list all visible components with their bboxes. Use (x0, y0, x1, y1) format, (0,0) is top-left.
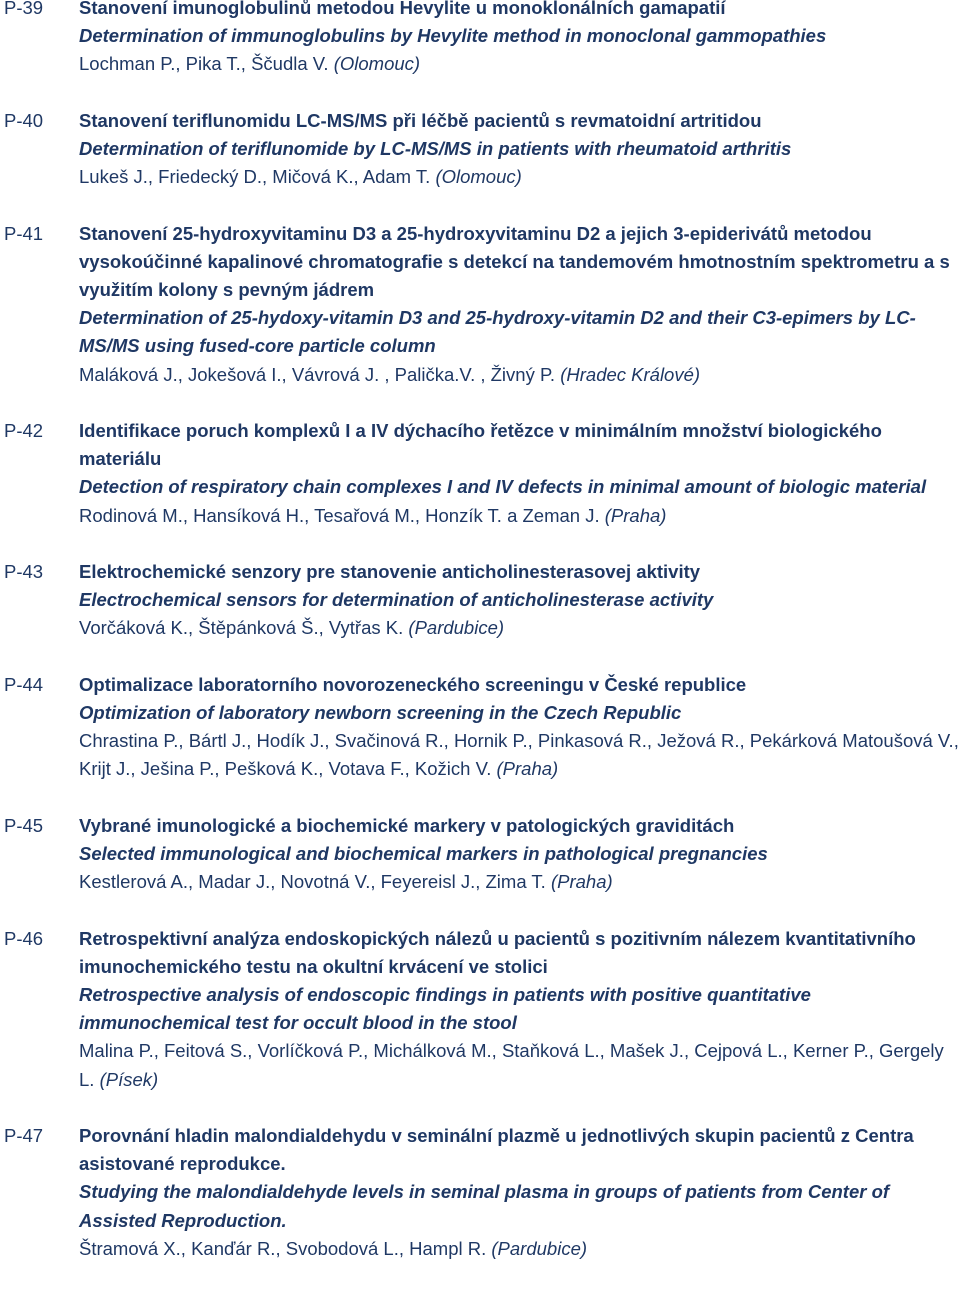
authors-line (79, 1235, 959, 1263)
czech-title: Stanovení teriflunomidu LC-MS/MS při léčbě pacientů s revmatoidní artritidou (79, 109, 762, 131)
authors-line (79, 502, 959, 530)
authors-line (79, 50, 959, 78)
poster-entry-p39 (0, 0, 960, 79)
authors-line (79, 727, 959, 783)
poster-content (79, 671, 959, 784)
authors: Vorčáková K., Štěpánková Š., Vytřas K. (79, 617, 404, 639)
authors: Chrastina P., Bártl J., Hodík J., Svačinová R., Hornik P., Pinkasová R., Ježová R., Pekárková Matoušová V., Krijt J., Ješina P., Pešková K., Votava F., Kožich V. (79, 730, 959, 780)
authors: Malina P., Feitová S., Vorlíčková P., Michálková M., Staňková L., Mašek J., Cejpová L., Kerner P., Gergely L. (79, 1040, 944, 1090)
czech-title: Optimalizace laboratorního novorozeneckého screeningu v České republice (79, 673, 747, 695)
poster-content (79, 417, 959, 530)
english-title: Determination of immunoglobulins by Hevylite method in monoclonal gammopathies (79, 25, 827, 47)
location: (Olomouc) (333, 53, 421, 75)
english-title: Detection of respiratory chain complexes I and IV defects in minimal amount of biologic material (79, 476, 927, 498)
poster-code: P-44 (4, 673, 44, 695)
location: (Praha) (496, 758, 559, 780)
authors: Kestlerová A., Madar J., Novotná V., Feyereisl J., Zima T. (79, 871, 546, 893)
authors: Lukeš J., Friedecký D., Mičová K., Adam T. (79, 166, 431, 188)
poster-code: P-43 (4, 561, 44, 582)
authors: Maláková J., Jokešová I., Vávrová J. , Palička.V. , Živný P. (79, 363, 556, 385)
poster-code: P-39 (4, 0, 44, 18)
authors: Lochman P., Pika T., Ščudla V. (79, 53, 329, 75)
location: (Praha) (604, 504, 667, 526)
czech-title: Identifikace poruch komplexů I a IV dýchacího řetězce v minimálním množství biologického materiálu (79, 420, 882, 470)
poster-code: P-41 (4, 222, 44, 244)
poster-entry-p44 (0, 671, 960, 784)
poster-entry-p45 (0, 812, 960, 897)
poster-entry-p40 (0, 107, 960, 192)
authors-line (79, 868, 959, 896)
authors-line (79, 614, 959, 642)
location: (Písek) (99, 1068, 159, 1090)
czech-title: Stanovení imunoglobulinů metodou Hevylite u monoklonálních gamapatií (79, 0, 726, 18)
poster-code: P-40 (4, 109, 44, 131)
poster-code: P-46 (4, 927, 44, 949)
czech-title: Stanovení 25-hydroxyvitaminu D3 a 25-hydroxyvitaminu D2 a jejich 3-epiderivátů metodou vysokoúčinné kapalinové chromatografie s detekcí na tandemovém hmotnostním spektrometru a s využitím kolony s pevným jádrem (79, 222, 950, 300)
czech-title: Retrospektivní analýza endoskopických nálezů u pacientů s pozitivním nálezem kvantitativního imunochemického testu na okultní krvácení ve stolici (79, 927, 916, 977)
poster-content (79, 925, 959, 1094)
poster-entry-p42 (0, 417, 960, 530)
authors-line (79, 1037, 959, 1093)
english-title: Studying the malondialdehyde levels in seminal plasma in groups of patients from Center of Assisted Reproduction. (79, 1181, 890, 1231)
poster-entry-p43 (0, 558, 960, 643)
poster-code: P-47 (4, 1125, 44, 1146)
english-title: Optimization of laboratory newborn screening in the Czech Republic (79, 702, 682, 723)
location: (Pardubice) (491, 1237, 588, 1259)
poster-content (79, 107, 959, 192)
authors: Rodinová M., Hansíková H., Tesařová M., Honzík T. a Zeman J. (79, 504, 600, 526)
poster-content (79, 812, 959, 897)
poster-content (79, 558, 959, 643)
english-title: Selected immunological and biochemical markers in pathological pregnancies (79, 843, 768, 864)
english-title: Retrospective analysis of endoscopic findings in patients with positive quantitative immunochemical test for occult blood in the stool (79, 984, 811, 1034)
czech-title: Elektrochemické senzory pre stanovenie anticholinesterasovej aktivity (79, 561, 701, 582)
english-title: Determination of 25-hydoxy-vitamin D3 and 25-hydroxy-vitamin D2 and their C3-epimers by LC-MS/MS using fused-core particle column (79, 307, 916, 357)
location: (Praha) (550, 871, 613, 893)
english-title: Determination of teriflunomide by LC-MS/MS in patients with rheumatoid arthritis (79, 138, 792, 159)
poster-entry-p47 (0, 1122, 960, 1263)
poster-content (79, 220, 959, 389)
czech-title: Vybrané imunologické a biochemické markery v patologických graviditách (79, 814, 735, 836)
czech-title: Porovnání hladin malondialdehydu v seminální plazmě u jednotlivých skupin pacientů z Centra asistované reprodukce. (79, 1125, 914, 1175)
authors-line (79, 163, 959, 191)
poster-content (79, 1122, 959, 1263)
poster-content (79, 0, 959, 79)
authors-line (79, 361, 959, 389)
authors: Štramová X., Kanďár R., Svobodová L., Hampl R. (79, 1237, 487, 1259)
location: (Pardubice) (408, 617, 505, 639)
poster-code: P-42 (4, 420, 44, 441)
poster-code: P-45 (4, 814, 44, 836)
location: (Olomouc) (435, 166, 522, 188)
poster-entry-p46 (0, 925, 960, 1094)
location: (Hradec Králové) (560, 363, 701, 385)
poster-entry-p41 (0, 220, 960, 389)
english-title: Electrochemical sensors for determination of anticholinesterase activity (79, 589, 714, 611)
